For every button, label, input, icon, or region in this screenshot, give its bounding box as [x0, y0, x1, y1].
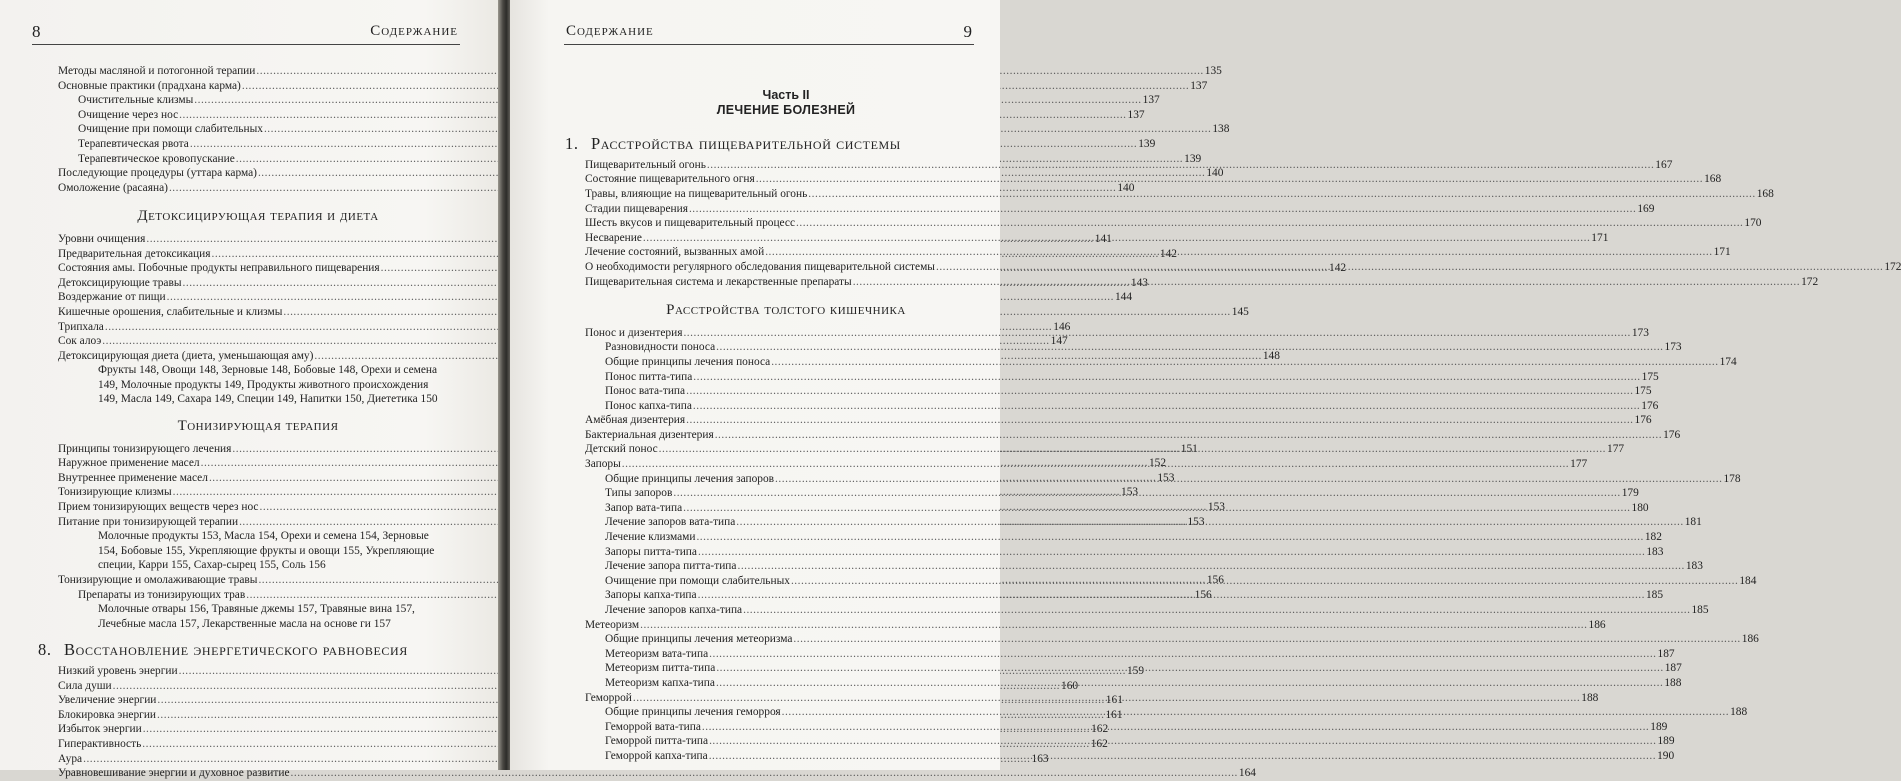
- toc-entry-title: Метеоризм вата-типа: [605, 647, 709, 660]
- dot-leader: [673, 486, 1620, 501]
- toc-entry-page: 159: [1126, 664, 1145, 677]
- toc-entry-page: 186: [1741, 633, 1759, 646]
- chapter-number: 1.: [565, 134, 579, 154]
- running-head-right: [564, 22, 974, 45]
- dot-leader: [936, 260, 1883, 275]
- toc-entry-page: 174: [1719, 355, 1737, 368]
- toc-entry-title: Понос и дизентерия: [585, 326, 683, 339]
- toc-entry-page: 189: [1650, 720, 1668, 733]
- toc-entry-page: 139: [1138, 137, 1156, 150]
- toc-entry-page: 172: [1884, 260, 1901, 273]
- toc-entry-title: Лечение запоров капха-типа: [605, 604, 743, 616]
- dot-leader: [716, 661, 1663, 676]
- toc-entry-page: 144: [1114, 291, 1133, 304]
- chapter-heading: [38, 640, 458, 660]
- toc-entry-page: 187: [1657, 647, 1675, 660]
- toc-entry-page: 146: [1053, 320, 1071, 333]
- toc-entry-title: Состояние пищеварительного огня: [585, 173, 755, 186]
- toc-entry-page: 161: [1105, 694, 1123, 707]
- toc-entry: [585, 603, 1709, 618]
- dot-leader: [715, 428, 1662, 443]
- toc-entry-title: Питание при тонизирующей терапии: [58, 515, 239, 528]
- chapter-title: Восстановление энергетического равновесия: [64, 640, 408, 660]
- toc-entry-title: Низкий уровень энергии: [58, 664, 178, 677]
- toc-entry-page: 173: [1631, 326, 1649, 339]
- dot-leader: [716, 676, 1663, 691]
- toc-entry-page: 172: [1801, 275, 1819, 288]
- toc-entry-page: 160: [1061, 679, 1079, 692]
- toc-entry-page: 189: [1657, 735, 1675, 748]
- toc-entry-title: Геморрой вата-типа: [605, 720, 701, 733]
- toc-entry-title: Пищеварительный огонь: [585, 158, 706, 171]
- toc-entry-page: 190: [1657, 749, 1675, 762]
- toc-sub-list: Фрукты 148, Овощи 148, Зерновые 148, Бобовые 148, Орехи и семена 149, Молочные продукты 149, Продукты животного происхождения 149, Масла 149, Сахара 149, Специи 149, Напитки 150, Диететика 150: [98, 364, 438, 406]
- toc-entry-title: Метеоризм капха-типа: [605, 676, 715, 689]
- toc-entry: [58, 64, 1222, 79]
- dot-leader: [693, 399, 1640, 414]
- toc-entry-page: 179: [1621, 487, 1639, 500]
- toc-entry-page: 153: [1121, 486, 1139, 499]
- toc-entry-title: Общие принципы лечения поноса: [605, 355, 771, 368]
- toc-entry-page: 167: [1655, 158, 1673, 171]
- toc-entry-title: Очистительные клизмы: [78, 94, 194, 107]
- toc-entry-title: Общие принципы лечения метеоризма: [605, 633, 793, 646]
- toc-entry-page: 142: [1329, 262, 1347, 275]
- section-title: Детоксицирующая терапия и диета: [137, 208, 379, 225]
- dot-leader: [643, 231, 1590, 246]
- toc-entry-page: 175: [1634, 385, 1652, 398]
- toc-entry-page: 175: [1641, 370, 1659, 383]
- dot-leader: [683, 501, 1630, 516]
- chapter-heading: [565, 134, 987, 154]
- toc-entry: [585, 370, 1659, 385]
- toc-entry-title: Воздержание от пищи: [58, 291, 166, 304]
- chapter-title: Расстройства пищеварительной системы: [591, 134, 901, 154]
- toc-entry-title: О необходимости регулярного обследования пищеварительной системы: [585, 260, 935, 273]
- toc-entry-page: 141: [1094, 232, 1112, 245]
- toc-entry-title: Очищение при помощи слабительных: [605, 574, 790, 587]
- dot-leader: [693, 370, 1640, 385]
- toc-entry: [58, 79, 1208, 94]
- toc-entry-title: Геморрой питта-типа: [605, 735, 709, 748]
- dot-leader: [622, 457, 1569, 472]
- toc-entry-page: 185: [1645, 589, 1664, 602]
- toc-entry: [58, 122, 1230, 137]
- toc-entry-page: 188: [1730, 706, 1748, 719]
- toc-entry-title: Сила души: [58, 679, 112, 692]
- toc-entry-title: Прием тонизирующих веществ через нос: [58, 501, 259, 514]
- dot-leader: [707, 158, 1654, 173]
- toc-entry-title: Метеоризм: [585, 618, 640, 631]
- running-head-title: Содержание: [370, 23, 458, 39]
- toc-entry-page: 156: [1194, 588, 1212, 601]
- toc-entry-title: Детоксицирующие травы: [58, 276, 182, 289]
- toc-entry: [585, 384, 1652, 399]
- toc-entry-page: 186: [1588, 618, 1606, 631]
- toc-entry: [585, 428, 1681, 443]
- toc-entry-title: Понос питта-типа: [605, 370, 693, 383]
- toc-entry-title: Геморрой капха-типа: [605, 749, 708, 762]
- toc-entry-title: Омоложение (расаяна): [58, 181, 168, 194]
- toc-entry-page: 177: [1607, 443, 1625, 456]
- toc-entry-title: Общие принципы лечения запоров: [605, 472, 775, 485]
- toc-entry-title: Амёбная дизентерия: [585, 414, 686, 427]
- toc-entry-title: Травы, влияющие на пищеварительный огонь: [585, 187, 808, 200]
- toc-entry-page: 183: [1685, 560, 1703, 573]
- toc-entry-page: 176: [1634, 414, 1652, 427]
- dot-leader: [633, 691, 1580, 706]
- toc-entry-page: 178: [1723, 472, 1741, 485]
- toc-entry-title: Терапевтическое кровопускание: [78, 152, 235, 165]
- toc-entry-title: Увеличение энергии: [58, 694, 157, 707]
- toc-entry-title: Пищеварительная система и лекарственные препараты: [585, 275, 852, 288]
- dot-leader: [808, 187, 1755, 202]
- toc-entry-title: Тонизирующие и омолаживающие травы: [58, 574, 258, 586]
- toc-entry-page: 163: [1031, 752, 1049, 765]
- toc-entry-title: Очищение при помощи слабительных: [78, 123, 263, 136]
- toc-entry-page: 162: [1090, 737, 1108, 750]
- toc-entry-page: 184: [1739, 574, 1757, 587]
- toc-entry-title: Типы запоров: [605, 487, 673, 500]
- toc-entry: [585, 647, 1675, 662]
- section-title: Тонизирующая терапия: [177, 418, 339, 435]
- toc-entry: [585, 632, 1759, 647]
- toc-entry-title: Запор вата-типа: [605, 501, 683, 514]
- toc-entry-page: 176: [1663, 428, 1681, 441]
- dot-leader: [709, 749, 1656, 764]
- toc-entry: [585, 413, 1652, 428]
- toc-entry-title: Запоры питта-типа: [605, 545, 697, 558]
- toc-entry-page: 183: [1646, 545, 1664, 558]
- chapter-number: 8.: [38, 640, 52, 660]
- dot-leader: [686, 413, 1633, 428]
- toc-sub-list: Молочные отвары 156, Травяные джемы 157, Травяные вина 157, Лечебные масла 157, Лекарственные масла на основе ги 157: [98, 603, 415, 630]
- toc-entry-page: 185: [1691, 604, 1709, 616]
- toc-entry-title: Последующие процедуры (уттара карма): [58, 167, 257, 180]
- toc-entry-page: 151: [1180, 442, 1198, 455]
- dot-leader: [683, 326, 1630, 341]
- toc-entry-page: 139: [1184, 152, 1202, 165]
- toc-entry-page: 137: [1142, 94, 1160, 107]
- toc-entry-page: 152: [1148, 457, 1167, 470]
- dot-leader: [698, 545, 1645, 560]
- toc-entry-page: 138: [1212, 123, 1230, 136]
- toc-entry-title: Геморрой: [585, 691, 632, 704]
- toc-entry-title: Терапевтическая рвота: [78, 137, 189, 150]
- toc-entry-page: 143: [1130, 276, 1148, 289]
- toc-entry: [585, 399, 1659, 414]
- toc-entry-page: 169: [1637, 202, 1655, 215]
- dot-leader: [709, 647, 1656, 662]
- toc-entry-title: Понос вата-типа: [605, 385, 686, 398]
- toc-sub-list: Молочные продукты 153, Масла 154, Орехи и семена 154, Зерновые 154, Бобовые 155, Укрепляющие фрукты и овощи 155, Укрепляющие специи, Карри 155, Сахар-сырец 155, Соль 156: [98, 530, 435, 572]
- toc-entry-title: Трипхала: [58, 320, 104, 333]
- toc-entry-page: 153: [1207, 501, 1225, 514]
- toc-entry-page: 145: [1231, 305, 1249, 318]
- dot-leader: [793, 632, 1740, 647]
- toc-entry: [585, 530, 1662, 545]
- dot-leader: [686, 384, 1633, 399]
- toc-entry-title: Метеоризм питта-типа: [605, 662, 716, 675]
- toc-entry-title: Кишечные орошения, слабительные и клизмы: [58, 305, 283, 318]
- toc-entry-title: Детоксицирующая диета (диета, уменьшающая аму): [58, 349, 314, 362]
- running-head-title: Содержание: [566, 23, 654, 39]
- toc-entry-page: 137: [1127, 108, 1145, 121]
- toc-entry-page: 176: [1641, 399, 1659, 412]
- toc-entry: [585, 202, 1655, 217]
- toc-entry-page: 173: [1664, 341, 1682, 354]
- toc-entry-title: Уровни очищения: [58, 232, 146, 245]
- part-title: ЛЕЧЕНИЕ БОЛЕЗНЕЙ: [716, 102, 856, 117]
- toc-entry-page: 182: [1644, 531, 1662, 544]
- dot-leader: [640, 618, 1587, 633]
- toc-entry-title: Лечение запоров вата-типа: [605, 516, 736, 529]
- dot-leader: [696, 530, 1643, 545]
- toc-entry-page: 135: [1204, 65, 1222, 77]
- toc-entry-title: Запоры капха-типа: [605, 589, 697, 602]
- page-number: 8: [32, 22, 41, 41]
- toc-entry: [585, 559, 1703, 574]
- toc-entry-title: Препараты из тонизирующих трав: [78, 588, 246, 601]
- toc-entry-title: Блокировка энергии: [58, 708, 157, 721]
- toc-entry-page: 188: [1581, 691, 1599, 704]
- toc-entry-page: 153: [1187, 515, 1205, 528]
- dot-leader: [743, 603, 1690, 618]
- toc-entry-page: 162: [1091, 723, 1109, 736]
- toc-entry-page: 180: [1631, 501, 1649, 514]
- toc-entry-page: 164: [1238, 767, 1256, 780]
- toc-entry-title: Запоры: [585, 458, 621, 471]
- toc-entry-title: Методы масляной и потогонной терапии: [58, 65, 256, 77]
- toc-entry-page: 187: [1664, 662, 1682, 675]
- toc-entry-page: 137: [1190, 79, 1208, 92]
- dot-leader: [698, 588, 1645, 603]
- dot-leader: [716, 340, 1663, 355]
- toc-entry-page: 156: [1206, 574, 1224, 586]
- toc-entry-page: 161: [1105, 708, 1123, 721]
- toc-entry: [585, 216, 1762, 231]
- toc-entry-title: Наружное применение масел: [58, 457, 200, 470]
- toc-entry: [585, 618, 1606, 633]
- toc-entry-title: Лечение клизмами: [605, 531, 696, 544]
- running-head-left: [32, 22, 460, 45]
- toc-entry-title: Детский понос: [585, 443, 658, 456]
- toc-entry-title: Понос капха-типа: [605, 399, 692, 412]
- dot-leader: [796, 216, 1743, 231]
- toc-entry-title: Основные практики (прадхана карма): [58, 79, 241, 92]
- dot-leader: [702, 720, 1649, 735]
- dot-leader: [775, 472, 1722, 487]
- dot-leader: [709, 734, 1656, 749]
- toc-entry-title: Разновидности поноса: [605, 341, 716, 354]
- page-number: 9: [963, 22, 972, 41]
- section-title: Расстройства толстого кишечника: [666, 302, 906, 319]
- toc-entry-title: Стадии пищеварения: [585, 202, 688, 215]
- toc-entry-page: 147: [1050, 335, 1068, 348]
- toc-entry-page: 148: [1262, 349, 1280, 362]
- toc-entry-title: Лечение состояний, вызванных амой: [585, 246, 765, 259]
- toc-entry-title: Предварительная детоксикация: [58, 247, 211, 260]
- toc-entry-page: 140: [1117, 181, 1135, 194]
- toc-entry-page: 171: [1591, 231, 1609, 244]
- dot-leader: [756, 172, 1703, 187]
- toc-entry-title: Шесть вкусов и пищеварительный процесс: [585, 217, 796, 230]
- dot-leader: [765, 245, 1712, 260]
- toc-entry-title: Внутреннее применение масел: [58, 471, 208, 484]
- dot-leader: [853, 275, 1800, 290]
- toc-entry-page: 140: [1206, 167, 1224, 180]
- dot-leader: [737, 559, 1684, 574]
- part-label: Часть II: [762, 88, 810, 102]
- toc-entry-title: Лечение запора питта-типа: [605, 560, 737, 573]
- toc-entry-title: Аура: [58, 752, 83, 765]
- toc-entry: [58, 766, 1256, 781]
- toc-entry-page: 171: [1713, 246, 1731, 259]
- toc-entry-title: Бактериальная дизентерия: [585, 428, 714, 441]
- toc-entry-title: Избыток энергии: [58, 723, 142, 736]
- toc-entry-title: Состояния амы. Побочные продукты неправильного пищеварения: [58, 262, 380, 275]
- toc-entry-page: 153: [1157, 471, 1175, 484]
- toc-entry: [58, 290, 1133, 305]
- dot-leader: [689, 202, 1636, 217]
- toc-entry-page: 142: [1159, 247, 1177, 260]
- toc-entry-page: 181: [1684, 516, 1702, 529]
- dot-leader: [771, 355, 1718, 370]
- toc-entry-title: Тонизирующие клизмы: [58, 486, 172, 499]
- toc-entry-page: 177: [1570, 458, 1588, 471]
- dot-leader: [782, 705, 1729, 720]
- toc-entry-title: Несварение: [585, 231, 642, 244]
- dot-leader: [659, 442, 1606, 457]
- dot-leader: [791, 574, 1738, 589]
- toc-entry-title: Сок алоэ: [58, 335, 102, 348]
- toc-entry-page: 170: [1744, 217, 1762, 230]
- toc-entry-title: Общие принципы лечения геморроя: [605, 706, 781, 719]
- dot-leader: [736, 515, 1683, 530]
- toc-entry-page: 168: [1756, 187, 1774, 200]
- toc-entry-page: 168: [1704, 173, 1722, 186]
- toc-entry-title: Принципы тонизирующего лечения: [58, 442, 232, 455]
- toc-entry-title: Гиперактивность: [58, 737, 142, 750]
- toc-entry-title: Очищение через нос: [78, 108, 179, 121]
- toc-entry-page: 188: [1664, 676, 1682, 689]
- toc-entry-title: Уравновешивание энергии и духовное развитие: [58, 767, 290, 780]
- toc-entry: [585, 545, 1664, 560]
